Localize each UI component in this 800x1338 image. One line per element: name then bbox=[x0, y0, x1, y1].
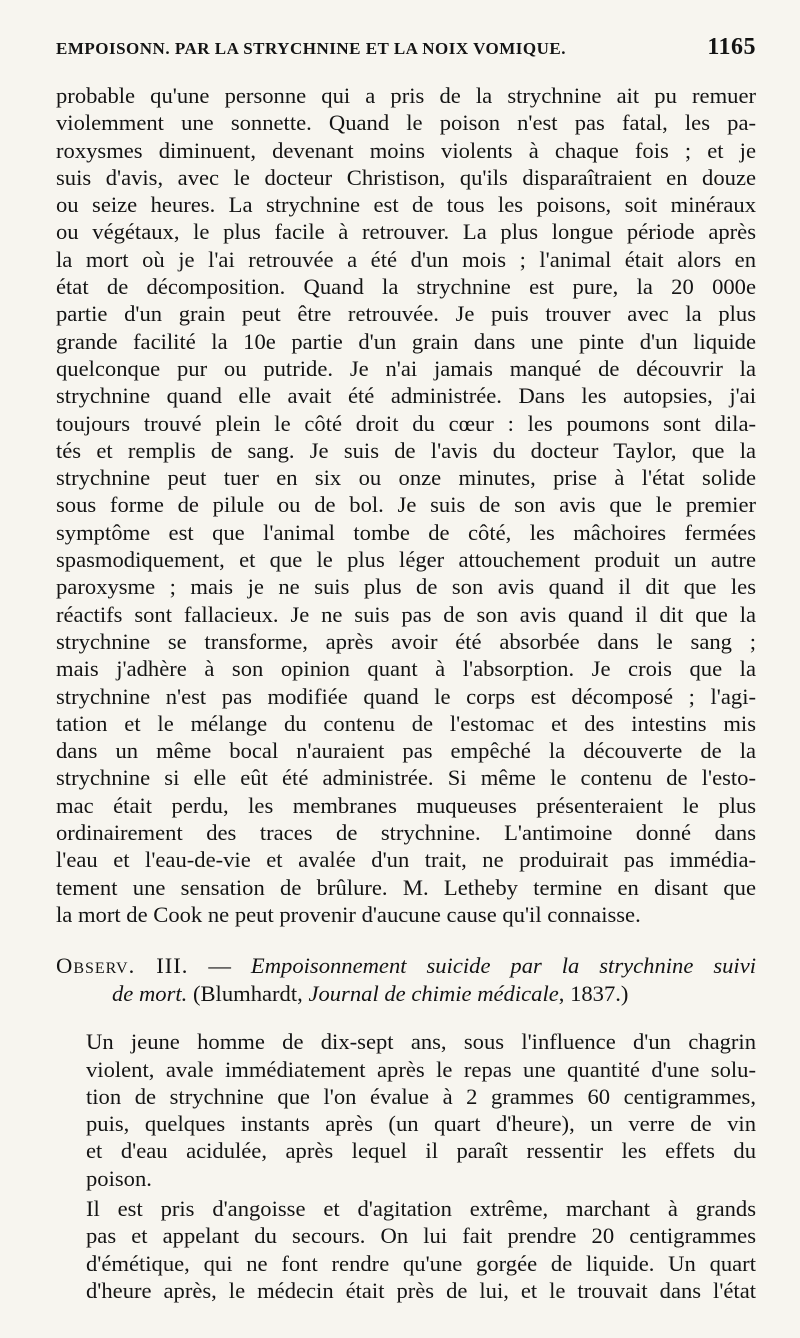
text-line: violent, avale immédiatement après le repas une quantité d'une solu- bbox=[86, 1056, 756, 1082]
text-line: Un jeune homme de dix-sept ans, sous l'influence d'un chagrin bbox=[86, 1029, 756, 1055]
text-line: strychnine n'est pas modifiée quand le corps est décomposé ; l'agi- bbox=[56, 683, 756, 709]
text-line: d'heure après, le médecin était près de lui, et le trouvait dans l'état bbox=[86, 1277, 756, 1303]
text-line: strychnine quand elle avait été administrée. Dans les autopsies, j'ai bbox=[56, 383, 756, 409]
observation-journal: Journal de chimie médicale bbox=[308, 981, 559, 1007]
text-line: symptôme est que l'animal tombe de côté, les mâchoires fermées bbox=[56, 519, 756, 545]
text-line: strychnine si elle eût été administrée. Si même le contenu de l'esto- bbox=[56, 765, 756, 791]
text-line: strychnine peut tuer en six ou onze minutes, prise à l'état solide bbox=[56, 465, 756, 491]
text-line: tion de strychnine que l'on évalue à 2 grammes 60 centigrammes, bbox=[86, 1083, 756, 1109]
text-line: d'émétique, qui ne font rendre qu'une gorgée de liquide. Un quart bbox=[86, 1250, 756, 1276]
text-line: l'eau et l'eau-de-vie et avalée d'un trait, ne produirait pas immédia- bbox=[56, 847, 756, 873]
paragraph-symptoms bbox=[56, 1195, 756, 1304]
text-line: Il est pris d'angoisse et d'agitation extrême, marchant à grands bbox=[86, 1195, 756, 1221]
observation-title-end: de mort. bbox=[112, 981, 188, 1007]
text-line: partie d'un grain peut être retrouvée. Je puis trouver avec la plus bbox=[56, 301, 756, 327]
text-line: ou seize heures. La strychnine est de tous les poisons, soit minéraux bbox=[56, 192, 756, 218]
text-line: tement une sensation de brûlure. M. Letheby termine en disant que bbox=[56, 874, 756, 900]
observation-source-close: , 1837.) bbox=[558, 981, 629, 1007]
text-line: puis, quelques instants après (un quart d'heure), un verre de vin bbox=[86, 1111, 756, 1137]
text-line: paroxysme ; mais je ne suis plus de son avis quand il dit que les bbox=[56, 574, 756, 600]
text-line: ou végétaux, le plus facile à retrouver. La plus longue période après bbox=[56, 219, 756, 245]
page-body bbox=[56, 82, 756, 1304]
text-line: et d'eau acidulée, après lequel il paraît ressentir les effets du bbox=[86, 1138, 756, 1164]
text-line: dans un même bocal n'auraient pas empêché la découverte de la bbox=[56, 738, 756, 764]
text-line: violemment une sonnette. Quand le poison n'est pas fatal, les pa- bbox=[56, 110, 756, 136]
running-title: EMPOISONN. PAR LA STRYCHNINE ET LA NOIX VOMIQUE. bbox=[56, 39, 566, 58]
text-line: réactifs sont fallacieux. Je ne suis pas de son avis quand il dit que la bbox=[56, 601, 756, 627]
text-line: roxysmes diminuent, devenant moins violents à chaque fois ; et je bbox=[56, 137, 756, 163]
text-line: spasmodiquement, et que le plus léger attouchement produit un autre bbox=[56, 547, 756, 573]
text-line: la mort où je l'ai retrouvée a été d'un mois ; l'animal était alors en bbox=[56, 246, 756, 272]
observation-heading-line bbox=[56, 980, 756, 1008]
text-line: tés et remplis de sang. Je suis de l'avis du docteur Taylor, que la bbox=[56, 437, 756, 463]
text-line: sous forme de pilule ou de bol. Je suis de son avis que le premier bbox=[56, 492, 756, 518]
observation-heading-line bbox=[56, 952, 756, 980]
text-line: probable qu'une personne qui a pris de la strychnine ait pu remuer bbox=[56, 83, 756, 108]
text-line: mac était perdu, les membranes muqueuses présenteraient le plus bbox=[56, 792, 756, 818]
text-line: mais j'adhère à son opinion quant à l'absorption. Je crois que la bbox=[56, 656, 756, 682]
paragraph-case bbox=[56, 1028, 756, 1192]
observation-label: Observ. III. bbox=[56, 953, 189, 979]
text-line: grande facilité la 10e partie d'un grain dans une pinte d'un liquide bbox=[56, 328, 756, 354]
text-line: strychnine se transforme, après avoir été absorbée dans le sang ; bbox=[56, 628, 756, 654]
observation-heading bbox=[56, 952, 756, 1008]
paragraph-letheby bbox=[56, 82, 756, 928]
text-line: tation et le mélange du contenu de l'estomac et des intestins mis bbox=[56, 710, 756, 736]
text-line: quelconque pur ou putride. Je n'ai jamais manqué de découvrir la bbox=[56, 355, 756, 381]
text-line: la mort de Cook ne peut provenir d'aucune cause qu'il connaisse. bbox=[56, 901, 641, 927]
page-number: 1165 bbox=[707, 34, 756, 60]
running-head bbox=[56, 26, 756, 70]
text-line: état de décomposition. Quand la strychnine est pure, la 20 000e bbox=[56, 274, 756, 300]
text-line: ordinairement des traces de strychnine. L'antimoine donné dans bbox=[56, 820, 756, 846]
text-line: poison. bbox=[86, 1165, 152, 1191]
observation-title: Empoisonnement suicide par la strychnine suivi bbox=[250, 953, 756, 979]
heading-dash: — bbox=[188, 953, 251, 979]
text-line: suis d'avis, avec le docteur Christison, qu'ils disparaîtraient en douze bbox=[56, 164, 756, 190]
text-line: pas et appelant du secours. On lui fait prendre 20 centigrammes bbox=[86, 1223, 756, 1249]
observation-source-open: (Blumhardt, bbox=[187, 981, 309, 1007]
text-line: toujours trouvé plein le côté droit du cœur : les poumons sont dila- bbox=[56, 410, 756, 436]
